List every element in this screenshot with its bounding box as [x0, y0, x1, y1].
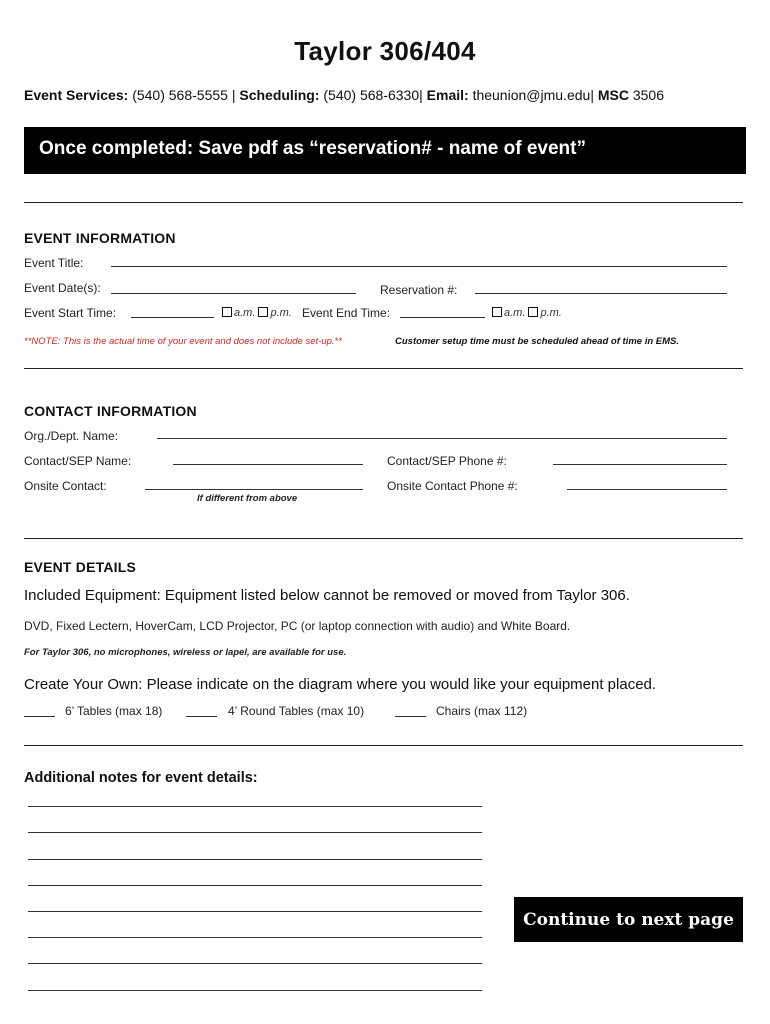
notes-line[interactable] — [28, 806, 482, 807]
onsite-phone-field[interactable] — [567, 489, 727, 490]
page-title: Taylor 306/404 — [294, 36, 476, 66]
reservation-field[interactable] — [475, 293, 727, 294]
contact-name-field[interactable] — [173, 464, 363, 465]
event-services-phone: (540) 568-5555 — [132, 87, 228, 103]
start-ampm-group — [222, 307, 292, 319]
microphone-note: For Taylor 306, no microphones, wireless or lapel, are available for use. — [24, 647, 347, 658]
am-label: a.m. — [234, 307, 256, 319]
divider — [24, 202, 743, 203]
email-label: Email: — [426, 87, 469, 103]
msc-value: 3506 — [632, 87, 665, 103]
event-details-heading: EVENT DETAILS — [24, 559, 137, 575]
contact-phone-label: Contact/SEP Phone #: — [387, 454, 507, 468]
reservation-label: Reservation #: — [380, 283, 458, 297]
notes-line[interactable] — [28, 885, 482, 886]
save-instructions-banner — [24, 127, 746, 174]
contact-name-label: Contact/SEP Name: — [24, 454, 132, 468]
setup-note: Customer setup time must be scheduled ahead of time in EMS. — [395, 336, 679, 347]
msc-label: MSC — [597, 87, 629, 103]
event-dates-label: Event Date(s): — [24, 281, 101, 295]
end-pm-checkbox[interactable] — [528, 307, 538, 317]
notes-line[interactable] — [28, 937, 482, 938]
event-title-label: Event Title: — [24, 256, 84, 270]
notes-line[interactable] — [28, 963, 482, 964]
notes-line[interactable] — [28, 859, 482, 860]
create-your-own-text: Create Your Own: Please indicate on the diagram where you would like your equipment placed. — [24, 676, 657, 693]
divider — [24, 538, 743, 539]
onsite-contact-field[interactable] — [145, 489, 363, 490]
additional-notes-heading: Additional notes for event details: — [24, 770, 258, 786]
separator: | — [590, 87, 594, 103]
notes-line[interactable] — [28, 832, 482, 833]
pm-label: p.m. — [270, 307, 292, 319]
end-am-checkbox[interactable] — [492, 307, 502, 317]
org-label: Org./Dept. Name: — [24, 429, 119, 443]
scheduling-phone: (540) 568-6330 — [323, 87, 420, 103]
contact-phone-field[interactable] — [553, 464, 727, 465]
org-field[interactable] — [157, 438, 727, 439]
round-tables-label: 4’ Round Tables (max 10) — [228, 704, 365, 718]
tables-quantity-field[interactable] — [24, 716, 55, 717]
event-services-label: Event Services: — [24, 87, 129, 103]
equipment-list: DVD, Fixed Lectern, HoverCam, LCD Projector, PC (or laptop connection with audio) and White Board. — [24, 619, 571, 633]
event-information-heading: EVENT INFORMATION — [24, 230, 176, 246]
end-time-label: Event End Time: — [302, 306, 391, 320]
divider — [24, 745, 743, 746]
onsite-phone-label: Onsite Contact Phone #: — [387, 479, 518, 493]
scheduling-label: Scheduling: — [239, 87, 320, 103]
contact-information-heading: CONTACT INFORMATION — [24, 403, 197, 419]
am-label: a.m. — [504, 307, 526, 319]
onsite-contact-label: Onsite Contact: — [24, 479, 107, 493]
pm-label: p.m. — [540, 307, 562, 319]
email-value[interactable]: theunion@jmu.edu — [472, 87, 591, 103]
start-time-field[interactable] — [131, 317, 214, 318]
event-dates-field[interactable] — [111, 293, 356, 294]
start-am-checkbox[interactable] — [222, 307, 232, 317]
banner-text: Once completed: Save pdf as “reservation# - name of event” — [39, 138, 586, 159]
if-different-note: If different from above — [197, 493, 298, 504]
included-equipment-text: Included Equipment: Equipment listed below cannot be removed or moved from Taylor 306. — [24, 587, 630, 604]
time-note: **NOTE: This is the actual time of your event and does not include set-up.** — [24, 336, 342, 347]
start-time-label: Event Start Time: — [24, 306, 117, 320]
notes-line[interactable] — [28, 911, 482, 912]
continue-to-next-page-button[interactable]: Continue to next page — [514, 897, 743, 942]
chairs-quantity-field[interactable] — [395, 716, 426, 717]
notes-line[interactable] — [28, 990, 482, 991]
start-pm-checkbox[interactable] — [258, 307, 268, 317]
end-time-field[interactable] — [400, 317, 485, 318]
divider — [24, 368, 743, 369]
chairs-label: Chairs (max 112) — [436, 704, 528, 718]
separator: | — [231, 87, 236, 103]
contact-info-line — [24, 87, 750, 103]
separator: | — [419, 87, 423, 103]
end-ampm-group — [492, 307, 562, 319]
round-tables-quantity-field[interactable] — [186, 716, 217, 717]
tables-label: 6’ Tables (max 18) — [65, 704, 163, 718]
event-title-field[interactable] — [111, 266, 727, 267]
